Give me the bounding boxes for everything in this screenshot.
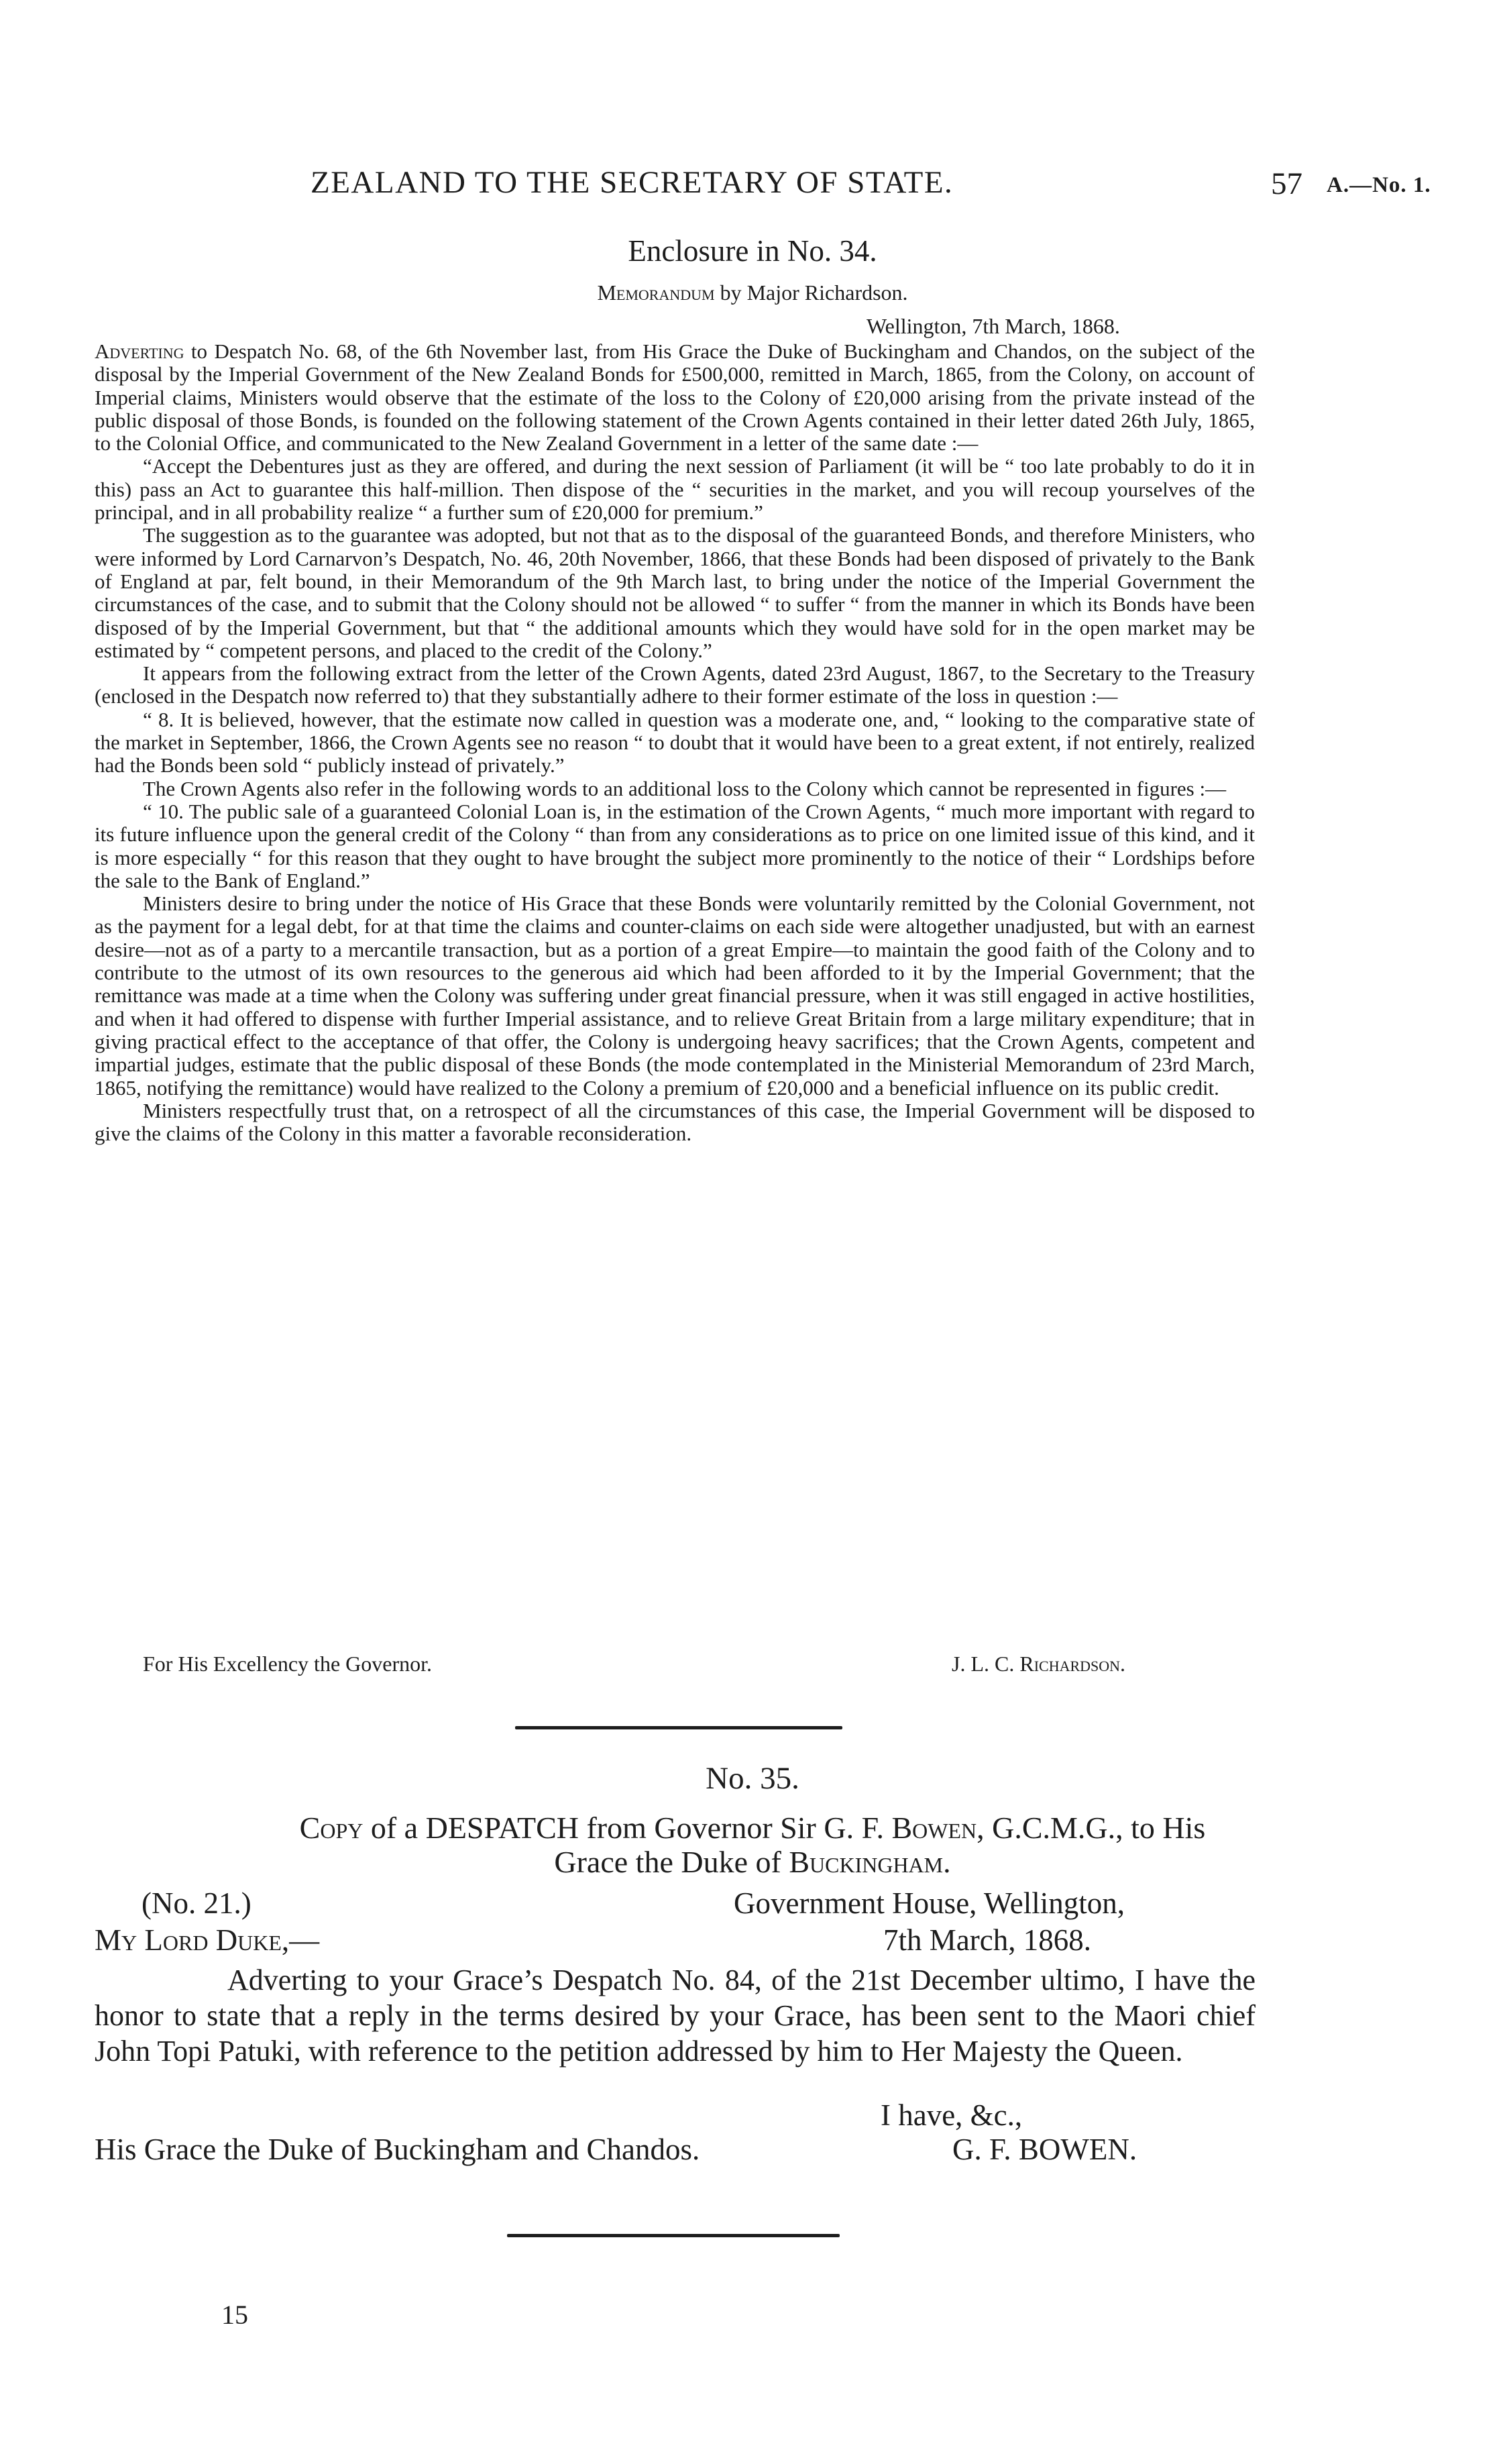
memorandum-paragraph: Ministers respectfully trust that, on a retrospect of all the circumstances of this case, the Imperial Government will be disposed to give the claims of the Colony in this matter a favorable reconsideration. (95, 1098, 1255, 1146)
memorandum-label: Memorandum (597, 280, 715, 305)
despatch-date: 7th March, 1868. (883, 1923, 1091, 1957)
quoted-paragraph: “ 10. The public sale of a guaranteed Colonial Loan is, in the estimation of the Crown Agents, “ much more important with regard to its future influence upon the general credit of the Colony “ than from any considerations as to price on one limited issue of this kind, and it is more especially “ for this reason that they ought to have brought the subject more prominently to the notice of their “ Lordships before the sale to the Bank of England.” (95, 799, 1255, 892)
quoted-paragraph: “ 8. It is believed, however, that the estimate now called in question was a moderate one, and, “ looking to the comparative state of the market in September, 1866, the Crown Agents see no reason “ to doubt that it would have been to a great extent, if not entirely, realized had the Bonds been sold “ publicly instead of privately.” (95, 707, 1255, 778)
despatch-location: Government House, Wellington, (734, 1886, 1125, 1920)
despatch-body (95, 1962, 1256, 2069)
closing-phrase: I have, &c., (881, 2098, 1023, 2132)
on-behalf-line: For His Excellency the Governor. (143, 1652, 432, 1676)
memorandum-author: by Major Richardson. (720, 280, 908, 305)
despatch-reference-number: (No. 21.) (142, 1886, 252, 1920)
closing-divider (507, 2234, 840, 2237)
running-header-title: ZEALAND TO THE SECRETARY OF STATE. (311, 165, 954, 200)
salutation: My Lord Duke,— (95, 1923, 320, 1957)
memorandum-paragraph: Ministers desire to bring under the notice of His Grace that these Bonds were voluntarily remitted by the Colonial Government, not as the payment for a legal debt, for at that time the claims and counter-claims on each side were altogether unadjusted, but with an earnest desire—not as of a party to a mercantile transaction, but as a portion of a great Empire—to maintain the good faith of the Colony and to contribute to the utmost of its own resources to the generous aid which had been afforded to it by the Imperial Government; that the remittance was made at a time when the Colony was suffering under great financial pressure, when it was still engaged in active hostilities, and when it had offered to dispense with further Imperial assistance, and to relieve Great Britain from a large military expenditure; that in giving practical effect to the acceptance of that offer, the Colony is undergoing heavy sacrifices; that the Crown Agents, competent and impartial judges, estimate that the public disposal of these Bonds (the mode contemplated in the Ministerial Memorandum of 23rd March, 1865, notifying the remittance) would have realized to the Colony a premium of £20,000 and a beneficial influence on its public credit. (95, 892, 1255, 1100)
memorandum-body (95, 340, 1255, 1145)
despatch-signature: G. F. BOWEN. (952, 2133, 1137, 2166)
memorandum-paragraph: The suggestion as to the guarantee was adopted, but not that as to the disposal of the guaranteed Bonds, and therefore Ministers, who were informed by Lord Carnarvon’s Despatch, No. 46, 20th November, 1866, that these Bonds had been disposed of privately to the Bank of England at par, felt bound, in their Memorandum of the 9th March last, to bring under the notice of the Imperial Government the circumstances of the case, and to submit that the Colony should not be allowed “ to suffer “ from the manner in which its Bonds have been disposed of by the Imperial Government, but that “ the additional amounts which they would have sold for in the open market may be estimated by “ competent persons, and placed to the credit of the Colony.” (95, 523, 1255, 662)
memorandum-heading (0, 280, 1505, 305)
series-label: A.—No. 1. (1327, 173, 1431, 197)
section-divider (515, 1726, 842, 1729)
enclosure-title: Enclosure in No. 34. (628, 234, 877, 268)
memorandum-paragraph: The Crown Agents also refer in the following words to an additional loss to the Colony which cannot be represented in figures :— (143, 776, 1227, 800)
despatch-paragraph: Adverting to your Grace’s Despatch No. 84, of the 21st December ultimo, I have the honor to state that a reply in the terms desired by your Grace, has been sent to the Maori chief John Topi Patuki, with reference to the petition addressed by him to Her Majesty the Queen. (95, 1964, 1256, 2068)
quoted-paragraph: “Accept the Debentures just as they are offered, and during the next session of Parliament (it will be “ too late probably to do it in this) pass an Act to guarantee this half-million. Then dispose of the “ securities in the market, and you will recoup yourselves of the principal, and in all probability realize “ a further sum of £20,000 for premium.” (95, 454, 1255, 525)
page-number: 57 (1271, 166, 1302, 201)
memorandum-dateline: Wellington, 7th March, 1868. (867, 314, 1120, 338)
despatch-title: Copy of a DESPATCH from Governor Sir G. F. Bowen, G.C.M.G., to His (299, 1811, 1206, 1845)
memorandum-signature: J. L. C. Richardson. (952, 1652, 1126, 1676)
despatch-number: No. 35. (706, 1761, 799, 1796)
despatch-title-continued: Grace the Duke of Buckingham. (554, 1845, 951, 1879)
memorandum-paragraph: It appears from the following extract from the letter of the Crown Agents, dated 23rd August, 1867, to the Secretary to the Treasury (enclosed in the Despatch now referred to) that they substantially adhere to their former estimate of the loss in question :— (95, 661, 1255, 708)
addressee: His Grace the Duke of Buckingham and Chandos. (95, 2133, 700, 2166)
memorandum-paragraph: Adverting to Despatch No. 68, of the 6th November last, from His Grace the Duke of Buckingham and Chandos, on the subject of the disposal by the Imperial Government of the New Zealand Bonds for £500,000, remitted in March, 1865, from the Colony, on account of Imperial claims, Ministers would observe that the estimate of the loss to the Colony of £20,000 arising from the private instead of the public disposal of those Bonds, is founded on the following statement of the Crown Agents contained in their letter dated 26th July, 1865, to the Colonial Office, and communicated to the New Zealand Government in a letter of the same date :— (95, 339, 1255, 456)
printer-signature-mark: 15 (221, 2300, 248, 2330)
paragraph-lead: Adverting (95, 339, 184, 363)
